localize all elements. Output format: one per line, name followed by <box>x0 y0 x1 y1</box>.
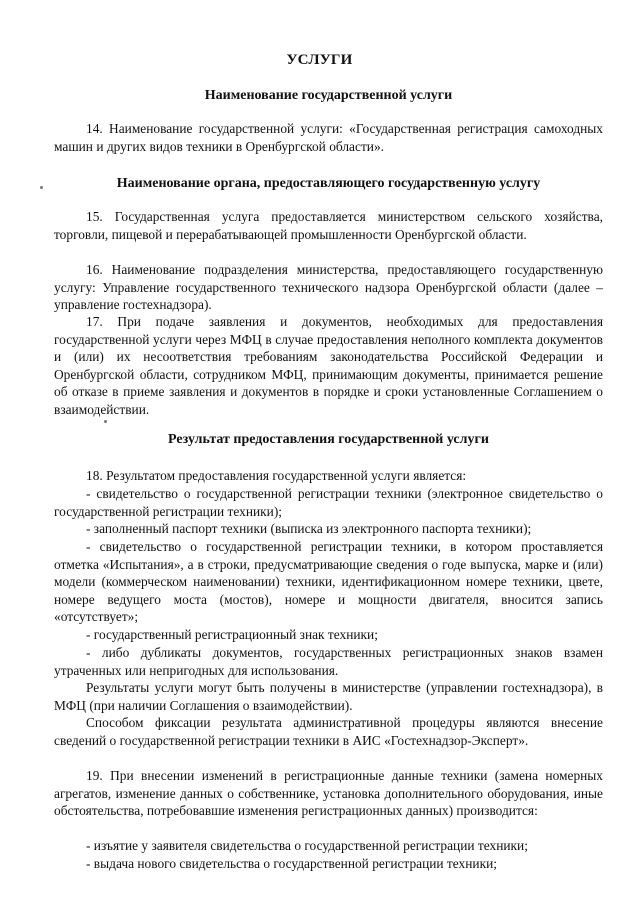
bullet-plate-text: - государственный регистрационный знак техники; <box>86 627 378 642</box>
bullet-test-certificate <box>54 538 603 626</box>
paragraph-15-text: 15. Государственная услуга предоставляется министерством сельского хозяйства, торговли, пищевой и перерабатывающей промышленности Оренбургской области. <box>54 209 603 242</box>
paragraph-16 <box>54 261 603 314</box>
bullet-certificate <box>54 485 603 520</box>
page-title: УСЛУГИ <box>286 52 353 68</box>
scan-speck <box>104 420 107 423</box>
heading-service-result: Результат предоставления государственной услуги <box>168 432 489 447</box>
bullet-new-certificate <box>54 855 603 873</box>
paragraph-15 <box>54 208 603 243</box>
paragraph-results-location <box>54 679 603 714</box>
paragraph-17-text: 17. При подаче заявления и документов, необходимых для предоставления государственной услуги через МФЦ в случае предоставления неполного комплекта документов и (или) их несоответствия требованиям законодательства Российской Федерации и Оренбургской области, сотрудником МФЦ, принимающим документы, принимается решение об отказе в приеме заявления и документов в порядке и сроки установленные Соглашением о взаимодействии. <box>54 314 603 417</box>
bullet-passport-text: - заполненный паспорт техники (выписка из электронного паспорта техники); <box>86 521 532 536</box>
paragraph-17 <box>54 313 603 419</box>
paragraph-fixation-text: Способом фиксации результата административной процедуры являются внесение сведений о государственной регистрации техники в АИС «Гостехнадзор-Эксперт». <box>54 715 603 748</box>
bullet-passport <box>54 520 603 538</box>
bullet-plate <box>54 626 603 644</box>
heading-service-provider: Наименование органа, предоставляющего государственную услугу <box>116 176 541 191</box>
bullet-test-certificate-text: - свидетельство о государственной регистрации техники, в котором проставляется отметка «Испытания», а в строки, предусматривающие сведения о годе выпуска, марке и (или) модели (коммерческом наименовании) техники, идентификационном номере техники, цвете, номере ведущего моста (мостов), номере и мощности двигателя, вносится запись «отсутствует»; <box>54 539 603 625</box>
paragraph-results-location-text: Результаты услуги могут быть получены в министерстве (управлении гостехнадзора), в МФЦ (при наличии Соглашения о взаимодействии). <box>54 680 603 713</box>
bullet-duplicates <box>54 644 603 679</box>
bullet-new-certificate-text: - выдача нового свидетельства о государственной регистрации техники; <box>86 856 497 871</box>
bullet-certificate-text: - свидетельство о государственной регистрации техники (электронное свидетельство о государственной регистрации техники); <box>54 486 603 519</box>
heading-service-name: Наименование государственной услуги <box>204 88 453 103</box>
paragraph-19-text: 19. При внесении изменений в регистрационные данные техники (замена номерных агрегатов, изменение данных о собственнике, установка дополнительного оборудования, иные обстоятельства, потребовавшие изменения регистрационных данных) производится: <box>54 768 603 819</box>
paragraph-16-text: 16. Наименование подразделения министерства, предоставляющего государственную услугу: Управление государственного технического надзора Оренбургской области (далее – управление гостехнадзора). <box>54 262 603 313</box>
paragraph-14-text: 14. Наименование государственной услуги: «Государственная регистрация самоходных машин и других видов техники в Оренбургской области». <box>54 121 603 154</box>
paragraph-19 <box>54 767 603 820</box>
paragraph-18 <box>54 467 603 485</box>
bullet-duplicates-text: - либо дубликаты документов, государственных регистрационных знаков взамен утраченных или непригодных для использования. <box>54 645 603 678</box>
paragraph-18-text: 18. Результатом предоставления государственной услуги является: <box>86 468 467 483</box>
paragraph-14 <box>54 120 603 155</box>
bullet-withdrawal <box>54 837 603 855</box>
scan-speck <box>40 186 43 189</box>
paragraph-fixation <box>54 714 603 749</box>
bullet-withdrawal-text: - изъятие у заявителя свидетельства о государственной регистрации техники; <box>86 838 528 853</box>
